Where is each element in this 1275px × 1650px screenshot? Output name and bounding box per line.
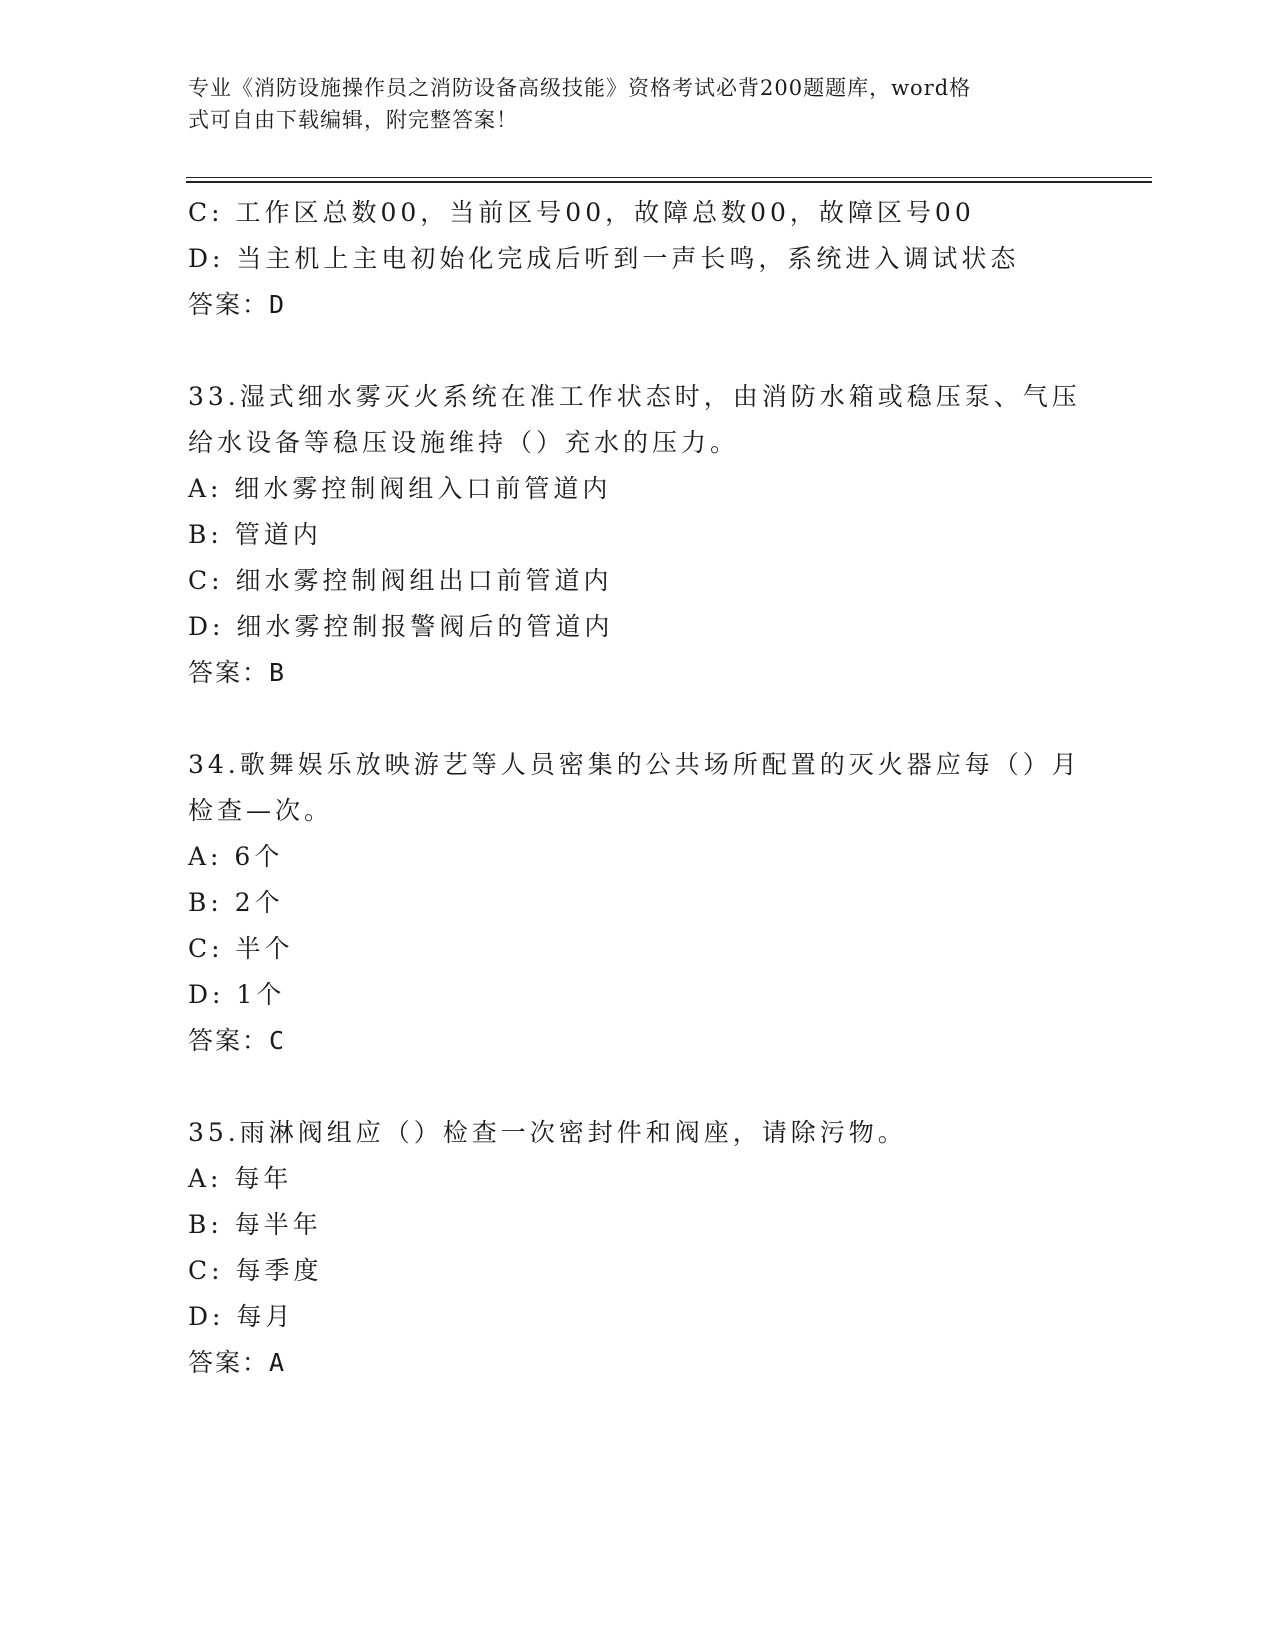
option-c: C: 半个 xyxy=(188,934,294,963)
question-stem: 33.湿式细水雾灭火系统在准工作状态时，由消防水箱或稳压泵、气压 xyxy=(188,382,1081,411)
question-stem-continued: 给水设备等稳压设施维持（）充水的压力。 xyxy=(188,428,740,457)
answer-line: 答案：B xyxy=(188,658,287,687)
option-d: D: 当主机上主电初始化完成后听到一声长鸣，系统进入调试状态 xyxy=(188,244,1020,273)
question-33 xyxy=(188,374,1088,696)
option-b: B: 管道内 xyxy=(188,520,322,549)
question-list xyxy=(188,190,1088,1386)
option-d: D: 细水雾控制报警阀后的管道内 xyxy=(188,612,614,641)
spacer xyxy=(188,1064,1088,1110)
header-title-line-2: 式可自由下载编辑，附完整答案！ xyxy=(188,108,518,132)
question-34 xyxy=(188,742,1088,1064)
question-stem-continued: 检查—次。 xyxy=(188,796,334,825)
question-35 xyxy=(188,1110,1088,1386)
spacer xyxy=(188,328,1088,374)
question-32-continued xyxy=(188,190,1088,328)
option-b: B: 每半年 xyxy=(188,1210,322,1239)
answer-line: 答案：C xyxy=(188,1026,287,1055)
option-b: B: 2个 xyxy=(188,888,284,917)
document-header xyxy=(188,72,1068,136)
option-a: A: 每年 xyxy=(188,1164,293,1193)
question-stem: 35.雨淋阀组应（）检查一次密封件和阀座，请除污物。 xyxy=(188,1118,907,1147)
answer-line: 答案：A xyxy=(188,1348,287,1377)
header-title-line-1: 专业《消防设施操作员之消防设备高级技能》资格考试必背200题题库，word格 xyxy=(188,76,972,100)
answer-line: 答案：D xyxy=(188,290,287,319)
option-d: D: 1个 xyxy=(188,980,286,1009)
spacer xyxy=(188,696,1088,742)
option-d: D: 每月 xyxy=(188,1302,295,1331)
question-stem: 34.歌舞娱乐放映游艺等人员密集的公共场所配置的灭火器应每（）月 xyxy=(188,750,1081,779)
option-a: A: 6个 xyxy=(188,842,284,871)
option-c: C: 每季度 xyxy=(188,1256,323,1285)
option-c: C: 细水雾控制阀组出口前管道内 xyxy=(188,566,613,595)
header-divider xyxy=(186,177,1152,183)
option-a: A: 细水雾控制阀组入口前管道内 xyxy=(188,474,612,503)
option-c: C: 工作区总数00，当前区号00，故障总数00，故障区号00 xyxy=(188,198,975,227)
